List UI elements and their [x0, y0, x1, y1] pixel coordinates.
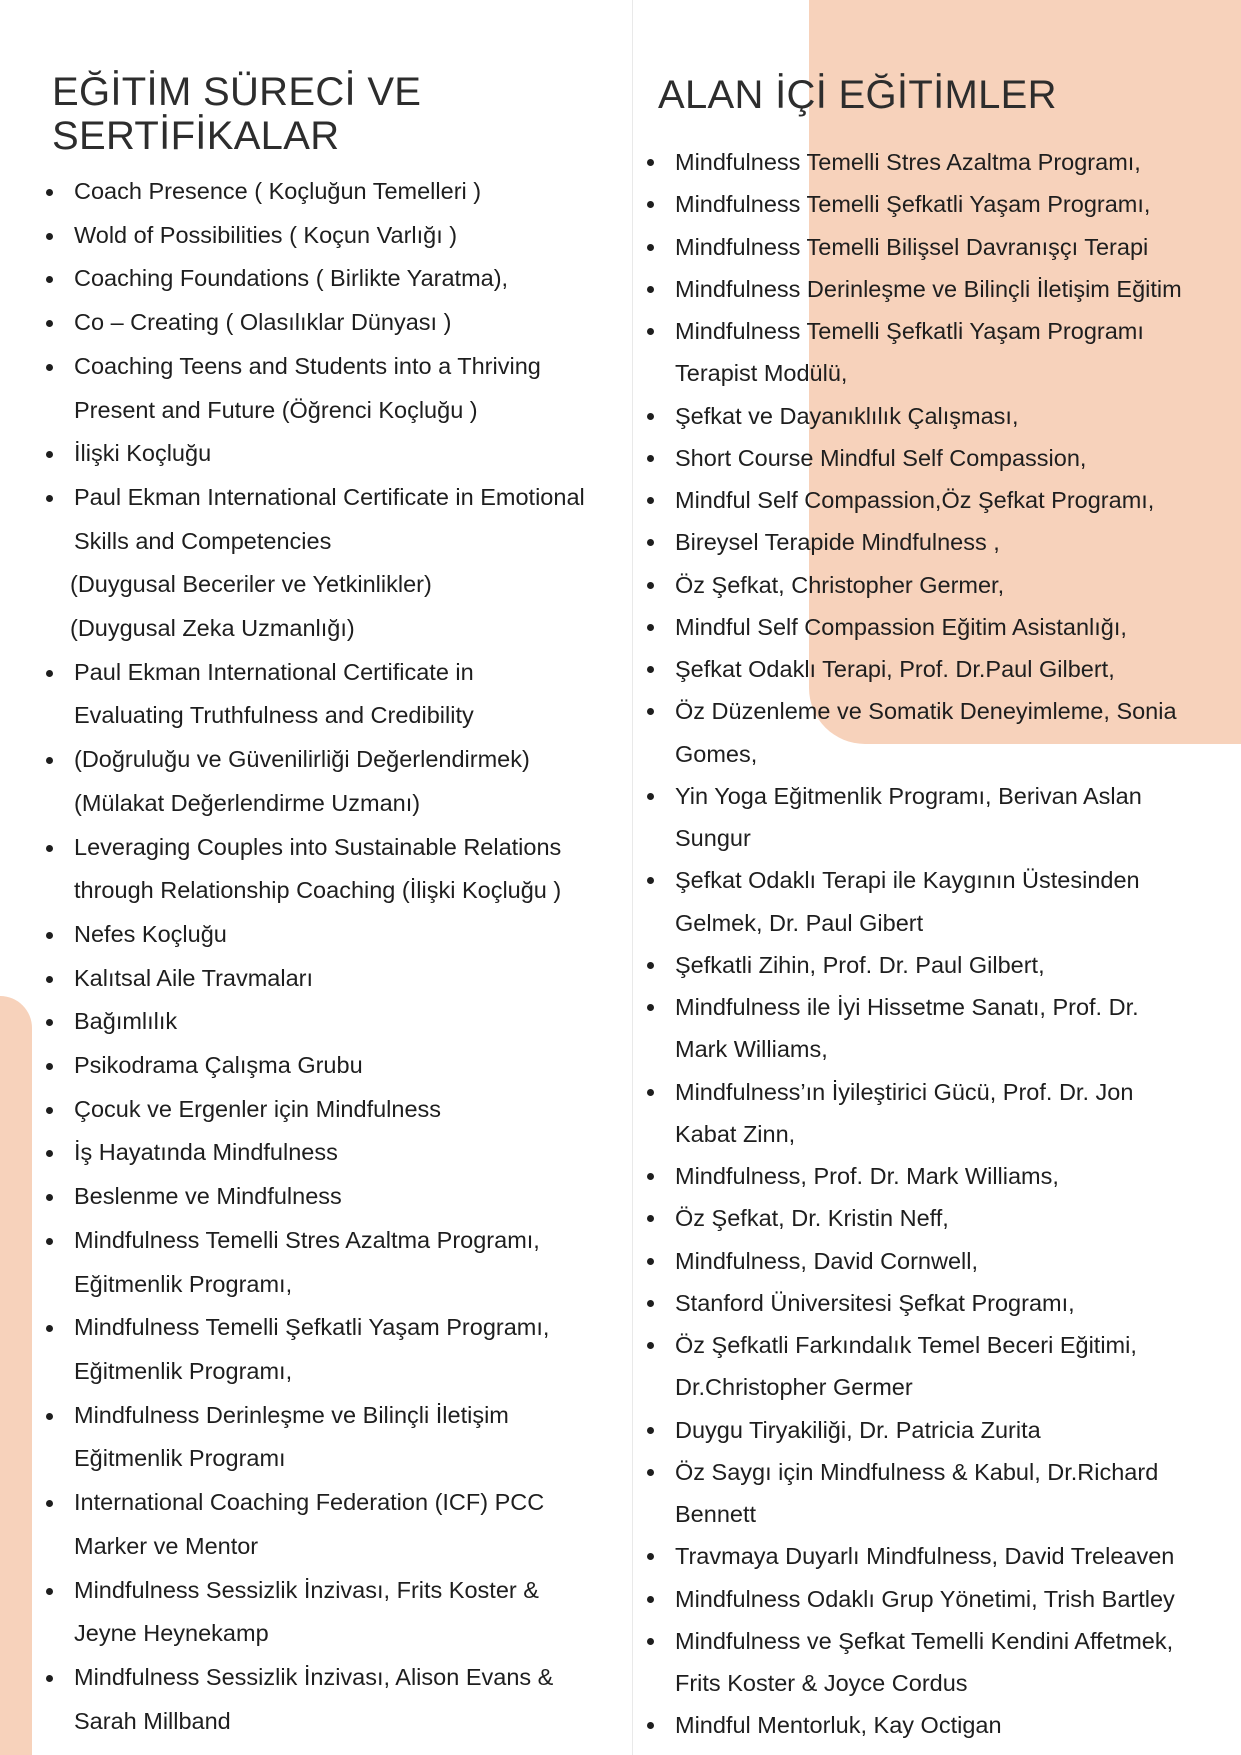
- list-item: [647, 479, 1227, 521]
- bullet-icon: [647, 708, 654, 715]
- list-item-text: Bağımlılık: [74, 1008, 178, 1035]
- list-item-text: Skills and Competencies: [74, 527, 332, 554]
- list-item-text: Wold of Possibilities ( Koçun Varlığı ): [74, 221, 458, 248]
- list-item-text: Mindfulness Odaklı Grup Yönetimi, Trish Bartley: [675, 1585, 1175, 1612]
- list-item-text: Coach Presence ( Koçluğun Temelleri ): [74, 178, 482, 204]
- list-item-text: Mindful Self Compassion,Öz Şefkat Programı,: [675, 487, 1155, 513]
- list-item-text: Stanford Üniversitesi Şefkat Programı,: [675, 1289, 1075, 1316]
- list-item: [647, 1578, 1227, 1620]
- bullet-icon: [647, 877, 654, 884]
- list-item: [647, 183, 1227, 225]
- list-item-text: İş Hayatında Mindfulness: [74, 1139, 338, 1166]
- list-item-text: (Duygusal Beceriler ve Yetkinlikler): [70, 571, 432, 598]
- list-item: [46, 1175, 632, 1219]
- list-item: [647, 1535, 1227, 1577]
- bullet-icon: [46, 189, 53, 196]
- list-item: [46, 432, 632, 476]
- bullet-icon: [647, 201, 654, 208]
- list-item-text: Mindfulness’ın İyileştirici Gücü, Prof. Dr. Jon: [675, 1078, 1134, 1105]
- bullet-icon: [647, 1596, 654, 1603]
- list-item-text: (Mülakat Değerlendirme Uzmanı): [74, 789, 421, 816]
- list-item-text: Evaluating Truthfulness and Credibility: [74, 702, 474, 729]
- bullet-icon: [46, 1194, 53, 1201]
- list-item: [647, 1240, 1227, 1282]
- list-item-text: Bireysel Terapide Mindfulness ,: [675, 529, 1000, 556]
- list-item-text: Öz Şefkat, Dr. Kristin Neff,: [675, 1205, 949, 1232]
- bullet-icon: [647, 1638, 654, 1645]
- heading-line: SERTİFİKALAR: [52, 114, 340, 158]
- list-item-text: Mindfulness Temelli Şefkatli Yaşam Programı,: [74, 1314, 550, 1341]
- bullet-icon: [46, 845, 53, 852]
- list-item-text: Beslenme ve Mindfulness: [74, 1183, 342, 1210]
- list-item-text: (Duygusal Zeka Uzmanlığı): [70, 615, 355, 642]
- heading-line: ALAN İÇİ EĞİTİMLER: [658, 73, 1057, 117]
- bullet-icon: [46, 233, 53, 240]
- list-item-text: Duygu Tiryakiliği, Dr. Patricia Zurita: [675, 1416, 1041, 1443]
- list-item: [647, 1155, 1227, 1197]
- bullet-icon: [647, 497, 654, 504]
- bullet-icon: [46, 364, 53, 371]
- bullet-icon: [46, 1238, 53, 1245]
- list-item-text: Mindfulness Temelli Şefkatli Yaşam Programı: [675, 318, 1144, 344]
- list-item: [46, 1394, 632, 1481]
- list-item: [46, 826, 632, 913]
- list-item: [647, 1620, 1227, 1705]
- list-item-text: Mindfulness Derinleşme ve Bilinçli İletişim Eğitim: [675, 275, 1182, 302]
- left-certificate-list: [46, 170, 632, 1743]
- bullet-icon: [46, 1325, 53, 1332]
- list-item-text: Öz Saygı için Mindfulness & Kabul, Dr.Richard: [675, 1458, 1159, 1485]
- bullet-icon: [46, 451, 53, 458]
- list-item: [647, 1197, 1227, 1239]
- list-item-text: Mindful Self Compassion Eğitim Asistanlığı,: [675, 613, 1127, 640]
- list-item: [46, 1656, 632, 1743]
- list-item-text: Mindfulness Temelli Bilişsel Davranışçı Terapi: [675, 233, 1149, 260]
- list-item-text: Present and Future (Öğrenci Koçluğu ): [74, 396, 478, 423]
- list-item-text: Çocuk ve Ergenler için Mindfulness: [74, 1095, 442, 1122]
- list-item-text: Mindfulness Temelli Stres Azaltma Programı,: [74, 1226, 540, 1253]
- list-item-text: Psikodrama Çalışma Grubu: [74, 1052, 363, 1079]
- bullet-icon: [46, 1019, 53, 1026]
- list-item-text: Bennett: [675, 1501, 757, 1527]
- bullet-icon: [647, 413, 654, 420]
- list-item: [647, 268, 1227, 310]
- list-item: [647, 521, 1227, 563]
- bullet-icon: [647, 455, 654, 462]
- list-item: [46, 1306, 632, 1393]
- list-item-text: Kalıtsal Aile Travmaları: [74, 964, 314, 991]
- list-item: [46, 913, 632, 957]
- list-item: [647, 310, 1227, 395]
- list-item-text: Eğitmenlik Programı: [74, 1445, 286, 1472]
- bullet-icon: [647, 666, 654, 673]
- list-item: [46, 345, 632, 432]
- list-item: [647, 775, 1227, 860]
- list-item: [647, 1704, 1227, 1746]
- list-item: [46, 301, 632, 345]
- list-item: [46, 1088, 632, 1132]
- list-item: [647, 606, 1227, 648]
- left-section-heading: [52, 70, 532, 158]
- bullet-icon: [647, 793, 654, 800]
- list-item-text: Şefkat Odaklı Terapi ile Kaygının Üstesinden: [675, 867, 1140, 894]
- list-item-text: Mindfulness, Prof. Dr. Mark Williams,: [675, 1163, 1059, 1189]
- list-item-text: Şefkatli Zihin, Prof. Dr. Paul Gilbert,: [675, 951, 1045, 978]
- list-item-text: Şefkat Odaklı Terapi, Prof. Dr.Paul Gilbert,: [675, 656, 1115, 682]
- right-section-heading: [658, 73, 1218, 117]
- list-item-text: Paul Ekman International Certificate in Emotional: [74, 483, 585, 510]
- list-item-text: Şefkat ve Dayanıklılık Çalışması,: [675, 402, 1019, 429]
- list-item-text: Mindfulness Temelli Şefkatli Yaşam Programı,: [675, 191, 1151, 218]
- list-item: [647, 1282, 1227, 1324]
- list-item-text: Mindfulness ile İyi Hissetme Sanatı, Prof. Dr.: [675, 994, 1139, 1020]
- list-item-text: Frits Koster & Joyce Cordus: [675, 1670, 968, 1696]
- bullet-icon: [647, 962, 654, 969]
- list-item: [647, 859, 1227, 944]
- list-item: [46, 738, 632, 825]
- list-item-text: İlişki Koçluğu: [74, 440, 212, 467]
- list-item-text: Sarah Millband: [74, 1707, 231, 1734]
- bullet-icon: [46, 320, 53, 327]
- list-item-text: Marker ve Mentor: [74, 1532, 259, 1559]
- bullet-icon: [46, 1413, 53, 1420]
- list-item: [647, 1071, 1227, 1156]
- list-item-text: Sungur: [675, 825, 751, 851]
- list-item: [46, 651, 632, 738]
- list-item: [46, 1131, 632, 1175]
- bullet-icon: [46, 976, 53, 983]
- list-item: [647, 986, 1227, 1071]
- list-item: [647, 437, 1227, 479]
- list-item-text: Dr.Christopher Germer: [675, 1374, 913, 1401]
- bullet-icon: [647, 539, 654, 546]
- bullet-icon: [647, 1469, 654, 1476]
- list-item-text: Eğitmenlik Programı,: [74, 1357, 293, 1384]
- list-item: [647, 564, 1227, 606]
- list-item-text: Öz Düzenleme ve Somatik Deneyimleme, Sonia: [675, 698, 1177, 725]
- list-item: [46, 257, 632, 301]
- column-divider: [632, 0, 633, 1755]
- bullet-icon: [647, 1258, 654, 1265]
- list-item-text: Mark Williams,: [675, 1036, 828, 1063]
- bullet-icon: [46, 1588, 53, 1595]
- list-item: [46, 1569, 632, 1656]
- list-item: [46, 1219, 632, 1306]
- list-item-text: Leveraging Couples into Sustainable Relations: [74, 833, 562, 860]
- list-item-text: Coaching Foundations ( Birlikte Yaratma),: [74, 265, 509, 292]
- list-item-text: Eğitmenlik Programı,: [74, 1270, 293, 1297]
- list-item: [647, 648, 1227, 690]
- bullet-icon: [647, 1427, 654, 1434]
- bullet-icon: [46, 1675, 53, 1682]
- bullet-icon: [647, 244, 654, 251]
- list-item-text: International Coaching Federation (ICF) PCC: [74, 1489, 545, 1516]
- list-item-text: Öz Şefkatli Farkındalık Temel Beceri Eğitimi,: [675, 1332, 1137, 1358]
- list-item: [46, 1000, 632, 1044]
- list-item-text: Short Course Mindful Self Compassion,: [675, 444, 1087, 471]
- list-item: [647, 226, 1227, 268]
- list-item: [647, 944, 1227, 986]
- bullet-icon: [647, 1342, 654, 1349]
- bullet-icon: [647, 624, 654, 631]
- list-item-text: Mindfulness, David Cornwell,: [675, 1247, 979, 1274]
- bullet-icon: [46, 1500, 53, 1507]
- list-item: [46, 1044, 632, 1088]
- list-item: [46, 563, 632, 650]
- bullet-icon: [46, 1150, 53, 1157]
- bullet-icon: [647, 1722, 654, 1729]
- list-item-text: through Relationship Coaching (İlişki Koçluğu ): [74, 877, 562, 904]
- list-item: [647, 690, 1227, 775]
- bullet-icon: [647, 1300, 654, 1307]
- list-item-text: Mindfulness Derinleşme ve Bilinçli İletişim: [74, 1401, 509, 1428]
- list-item-text: Gomes,: [675, 740, 758, 767]
- list-item-text: Mindfulness ve Şefkat Temelli Kendini Affetmek,: [675, 1627, 1174, 1654]
- bullet-icon: [647, 1173, 654, 1180]
- bullet-icon: [46, 1063, 53, 1070]
- list-item: [647, 1451, 1227, 1536]
- bullet-icon: [647, 159, 654, 166]
- list-item-text: Coaching Teens and Students into a Thriving: [74, 352, 541, 379]
- list-item-text: Gelmek, Dr. Paul Gibert: [675, 909, 924, 936]
- bullet-icon: [647, 582, 654, 589]
- heading-line: EĞİTİM SÜRECİ VE: [52, 70, 422, 114]
- list-item-text: (Doğruluğu ve Güvenilirliği Değerlendirmek): [74, 746, 530, 773]
- list-item-text: Jeyne Heynekamp: [74, 1620, 269, 1647]
- right-training-list: [647, 141, 1227, 1747]
- decorative-peach-strip: [0, 996, 32, 1755]
- list-item-text: Mindfulness Sessizlik İnzivası, Alison Evans &: [74, 1663, 554, 1690]
- bullet-icon: [647, 286, 654, 293]
- list-item: [647, 1409, 1227, 1451]
- bullet-icon: [46, 757, 53, 764]
- list-item-text: Co – Creating ( Olasılıklar Dünyası ): [74, 309, 452, 336]
- list-item-text: Travmaya Duyarlı Mindfulness, David Treleaven: [675, 1543, 1175, 1570]
- list-item-text: Mindfulness Temelli Stres Azaltma Programı,: [675, 149, 1141, 175]
- bullet-icon: [46, 495, 53, 502]
- list-item-text: Terapist Modülü,: [675, 360, 848, 387]
- list-item-text: Nefes Koçluğu: [74, 920, 227, 947]
- list-item: [647, 141, 1227, 183]
- bullet-icon: [46, 1107, 53, 1114]
- list-item: [647, 395, 1227, 437]
- list-item-text: Kabat Zinn,: [675, 1120, 796, 1147]
- list-item: [46, 214, 632, 258]
- list-item-text: Mindful Mentorluk, Kay Octigan: [675, 1712, 1002, 1739]
- bullet-icon: [647, 328, 654, 335]
- bullet-icon: [647, 1089, 654, 1096]
- list-item: [46, 957, 632, 1001]
- bullet-icon: [46, 670, 53, 677]
- list-item-text: Mindfulness Sessizlik İnzivası, Frits Koster &: [74, 1576, 539, 1603]
- bullet-icon: [46, 932, 53, 939]
- bullet-icon: [46, 276, 53, 283]
- list-item: [46, 170, 632, 214]
- bullet-icon: [647, 1553, 654, 1560]
- list-item-text: Paul Ekman International Certificate in: [74, 658, 474, 685]
- list-item-text: Yin Yoga Eğitmenlik Programı, Berivan Aslan: [675, 782, 1142, 809]
- list-item: [46, 476, 632, 563]
- bullet-icon: [647, 1215, 654, 1222]
- bullet-icon: [647, 1004, 654, 1011]
- list-item: [46, 1481, 632, 1568]
- list-item: [647, 1324, 1227, 1409]
- list-item-text: Öz Şefkat, Christopher Germer,: [675, 571, 1005, 598]
